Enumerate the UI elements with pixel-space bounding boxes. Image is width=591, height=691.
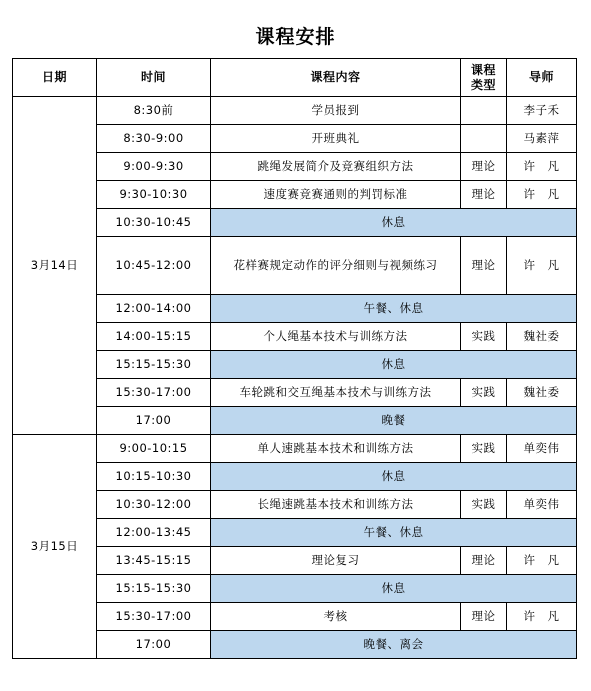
teacher-cell: 许 凡 <box>507 237 577 295</box>
time-cell: 9:30-10:30 <box>97 181 211 209</box>
table-row <box>13 603 577 631</box>
type-cell: 实践 <box>461 379 507 407</box>
teacher-cell: 许 凡 <box>507 603 577 631</box>
teacher-cell: 魏社委 <box>507 379 577 407</box>
teacher-cell: 马素萍 <box>507 125 577 153</box>
page-title: 课程安排 <box>255 26 336 48</box>
type-cell: 理论 <box>461 153 507 181</box>
type-cell: 理论 <box>461 603 507 631</box>
time-cell: 8:30前 <box>97 97 211 125</box>
content-cell: 个人绳基本技术与训练方法 <box>211 323 461 351</box>
table-row <box>13 407 577 435</box>
teacher-cell: 魏社委 <box>507 323 577 351</box>
table-row <box>13 97 577 125</box>
table-row <box>13 125 577 153</box>
content-cell: 理论复习 <box>211 547 461 575</box>
type-cell: 理论 <box>461 237 507 295</box>
table-row <box>13 209 577 237</box>
break-cell: 晚餐、离会 <box>211 631 577 659</box>
header-teacher: 导师 <box>507 59 577 97</box>
time-cell: 14:00-15:15 <box>97 323 211 351</box>
table-row <box>13 379 577 407</box>
type-cell: 理论 <box>461 547 507 575</box>
teacher-cell: 单奕伟 <box>507 491 577 519</box>
break-cell: 休息 <box>211 575 577 603</box>
header-date: 日期 <box>13 59 97 97</box>
table-row <box>13 435 577 463</box>
type-cell: 实践 <box>461 491 507 519</box>
break-cell: 晚餐 <box>211 407 577 435</box>
table-row <box>13 519 577 547</box>
time-cell: 15:30-17:00 <box>97 603 211 631</box>
time-cell: 10:45-12:00 <box>97 237 211 295</box>
table-row <box>13 547 577 575</box>
content-cell: 学员报到 <box>211 97 461 125</box>
break-cell: 休息 <box>211 209 577 237</box>
content-cell: 长绳速跳基本技术和训练方法 <box>211 491 461 519</box>
time-cell: 10:30-12:00 <box>97 491 211 519</box>
header-content: 课程内容 <box>211 59 461 97</box>
header-type <box>461 59 507 97</box>
type-cell: 实践 <box>461 323 507 351</box>
table-row <box>13 153 577 181</box>
header-type-line1: 课程 <box>470 62 496 77</box>
schedule-table <box>12 58 577 659</box>
table-row <box>13 181 577 209</box>
content-cell: 单人速跳基本技术和训练方法 <box>211 435 461 463</box>
time-cell: 10:30-10:45 <box>97 209 211 237</box>
table-row <box>13 237 577 295</box>
time-cell: 8:30-9:00 <box>97 125 211 153</box>
content-cell: 花样赛规定动作的评分细则与视频练习 <box>211 237 461 295</box>
teacher-cell: 李子禾 <box>507 97 577 125</box>
content-cell: 车轮跳和交互绳基本技术与训练方法 <box>211 379 461 407</box>
header-time: 时间 <box>97 59 211 97</box>
teacher-cell: 许 凡 <box>507 181 577 209</box>
table-row <box>13 463 577 491</box>
header-row <box>13 59 577 97</box>
header-type-line2: 类型 <box>470 77 496 92</box>
content-cell: 考核 <box>211 603 461 631</box>
teacher-cell: 单奕伟 <box>507 435 577 463</box>
type-cell: 理论 <box>461 181 507 209</box>
schedule-body <box>13 97 577 659</box>
time-cell: 12:00-13:45 <box>97 519 211 547</box>
time-cell: 9:00-9:30 <box>97 153 211 181</box>
teacher-cell: 许 凡 <box>507 153 577 181</box>
type-cell <box>461 97 507 125</box>
content-cell: 跳绳发展简介及竞赛组织方法 <box>211 153 461 181</box>
time-cell: 17:00 <box>97 407 211 435</box>
time-cell: 9:00-10:15 <box>97 435 211 463</box>
break-cell: 休息 <box>211 463 577 491</box>
break-cell: 午餐、休息 <box>211 519 577 547</box>
time-cell: 15:15-15:30 <box>97 351 211 379</box>
break-cell: 休息 <box>211 351 577 379</box>
break-cell: 午餐、休息 <box>211 295 577 323</box>
time-cell: 10:15-10:30 <box>97 463 211 491</box>
table-row <box>13 295 577 323</box>
date-cell: 3月15日 <box>13 435 97 659</box>
content-cell: 速度赛竞赛通则的判罚标准 <box>211 181 461 209</box>
table-row <box>13 631 577 659</box>
time-cell: 15:30-17:00 <box>97 379 211 407</box>
time-cell: 12:00-14:00 <box>97 295 211 323</box>
time-cell: 17:00 <box>97 631 211 659</box>
time-cell: 15:15-15:30 <box>97 575 211 603</box>
table-row <box>13 351 577 379</box>
time-cell: 13:45-15:15 <box>97 547 211 575</box>
teacher-cell: 许 凡 <box>507 547 577 575</box>
type-cell: 实践 <box>461 435 507 463</box>
table-row <box>13 491 577 519</box>
table-row <box>13 575 577 603</box>
table-row <box>13 323 577 351</box>
date-cell: 3月14日 <box>13 97 97 435</box>
type-cell <box>461 125 507 153</box>
content-cell: 开班典礼 <box>211 125 461 153</box>
